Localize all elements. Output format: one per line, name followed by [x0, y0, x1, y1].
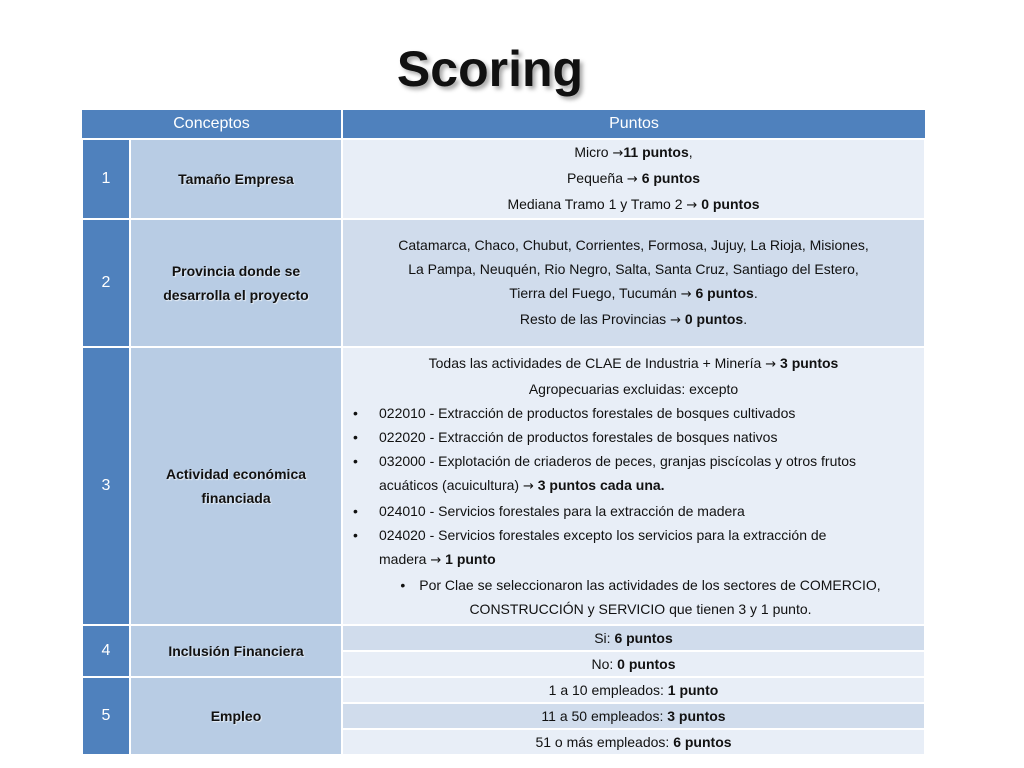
points-cell — [342, 347, 925, 625]
row-number: 1 — [82, 139, 130, 219]
points-option: 51 o más empleados: 6 puntos — [342, 729, 925, 755]
provinces-line: La Pampa, Neuquén, Rio Negro, Salta, Santa Cruz, Santiago del Estero, — [408, 261, 859, 277]
row-number: 5 — [82, 677, 130, 755]
list-item: • Por Clae se seleccionaron las actividades de los sectores de COMERCIO, CONSTRUCCIÓN y SERVICIO que tienen 3 y 1 punto. — [349, 573, 918, 621]
concept-cell: Provincia donde se desarrolla el proyecto — [130, 219, 342, 347]
concept-cell: Actividad económica financiada — [130, 347, 342, 625]
provinces-line: Resto de las Provincias → 0 puntos. — [519, 311, 748, 328]
points-line: Mediana Tramo 1 y Tramo 2 → 0 puntos — [507, 196, 760, 213]
arrow-icon: → — [612, 146, 624, 161]
provinces-line: Tierra del Fuego, Tucumán → 6 puntos. — [509, 285, 758, 302]
header-concepts: Conceptos — [82, 110, 342, 139]
table-row — [82, 347, 925, 625]
points-option: Si: 6 puntos — [342, 625, 925, 651]
arrow-icon: → — [765, 357, 777, 372]
activities-intro: Todas las actividades de CLAE de Industria + Minería → 3 puntos — [428, 355, 839, 372]
arrow-icon: → — [626, 172, 638, 187]
table-header-row — [82, 110, 925, 139]
arrow-icon: → — [680, 287, 692, 302]
row-number: 4 — [82, 625, 130, 677]
table-row — [82, 139, 925, 219]
list-item: • 022020 - Extracción de productos forestales de bosques nativos — [349, 425, 918, 449]
header-points: Puntos — [342, 110, 925, 139]
arrow-icon: → — [670, 313, 681, 328]
activities-subtitle: Agropecuarias excluidas: excepto — [528, 381, 739, 397]
arrow-icon: → — [430, 553, 442, 568]
points-cell — [342, 139, 925, 219]
row-number: 3 — [82, 347, 130, 625]
table-row — [82, 677, 925, 703]
arrow-icon: → — [686, 198, 698, 213]
list-item: • 024020 - Servicios forestales excepto los servicios para la extracción de madera → 1 punto — [349, 523, 918, 573]
points-option: 11 a 50 empleados: 3 puntos — [342, 703, 925, 729]
concept-cell: Inclusión Financiera — [130, 625, 342, 677]
arrow-icon: → — [522, 479, 534, 494]
concept-cell: Tamaño Empresa — [130, 139, 342, 219]
scoring-table — [81, 110, 926, 756]
slide-title: Scoring — [396, 41, 584, 97]
list-item: • 022010 - Extracción de productos forestales de bosques cultivados — [349, 401, 918, 425]
activities-list — [349, 401, 918, 621]
points-option: 1 a 10 empleados: 1 punto — [342, 677, 925, 703]
concept-cell: Empleo — [130, 677, 342, 755]
points-line: Micro →11 puntos, — [574, 144, 693, 161]
row-number: 2 — [82, 219, 130, 347]
provinces-line: Catamarca, Chaco, Chubut, Corrientes, Formosa, Jujuy, La Rioja, Misiones, — [398, 237, 869, 253]
table-row — [82, 219, 925, 347]
list-item: • 032000 - Explotación de criaderos de peces, granjas piscícolas y otros frutos acuáticos (acuicultura) → 3 puntos cada una. — [349, 449, 918, 499]
list-item: • 024010 - Servicios forestales para la extracción de madera — [349, 499, 918, 523]
table-row — [82, 625, 925, 651]
points-cell — [342, 219, 925, 347]
points-line: Pequeña → 6 puntos — [566, 170, 701, 187]
points-option: No: 0 puntos — [342, 651, 925, 677]
